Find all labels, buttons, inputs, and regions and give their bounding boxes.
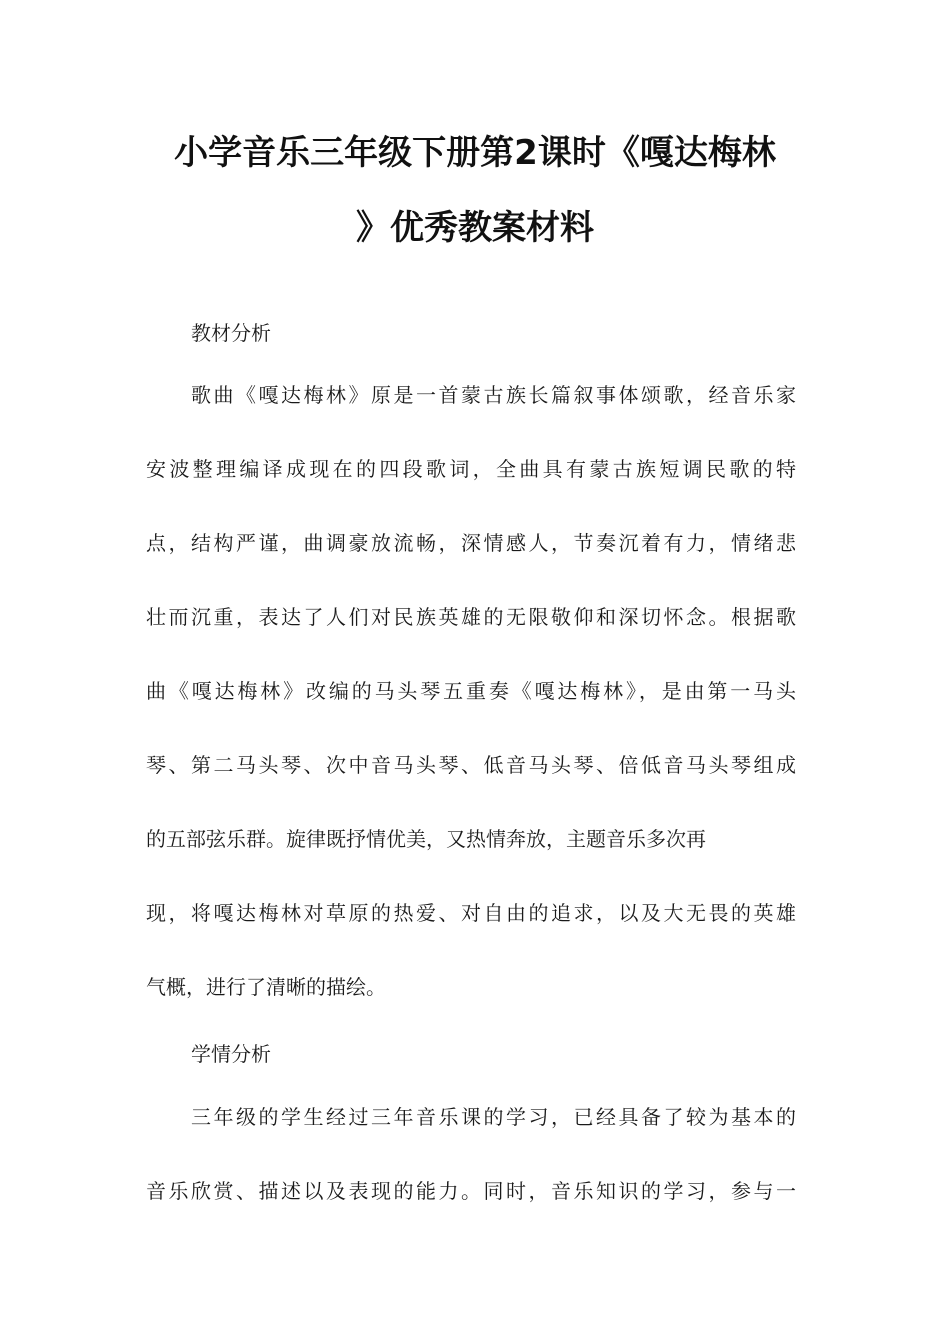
document-title-line-2: 》优秀教案材料 xyxy=(356,208,594,248)
paragraph-line: 现，将嘎达梅林对草原的热爱、对自由的追求，以及大无畏的英雄 xyxy=(146,901,796,925)
paragraph-line: 点，结构严谨，曲调豪放流畅，深情感人，节奏沉着有力，情绪悲 xyxy=(146,531,796,555)
paragraph-line: 三年级的学生经过三年音乐课的学习，已经具备了较为基本的 xyxy=(191,1105,796,1129)
paragraph-line: 音乐欣赏、描述以及表现的能力。同时，音乐知识的学习，参与一 xyxy=(146,1179,796,1203)
paragraph-line: 安波整理编译成现在的四段歌词，全曲具有蒙古族短调民歌的特 xyxy=(146,457,796,481)
paragraph-line: 的五部弦乐群。旋律既抒情优美，又热情奔放，主题音乐多次再 xyxy=(146,827,706,851)
paragraph-line: 歌曲《嘎达梅林》原是一首蒙古族长篇叙事体颂歌，经音乐家 xyxy=(191,383,796,407)
section-heading-student-analysis: 学情分析 xyxy=(191,1042,271,1066)
paragraph-student-analysis xyxy=(146,1080,796,1228)
paragraph-line: 壮而沉重，表达了人们对民族英雄的无限敬仰和深切怀念。根据歌 xyxy=(146,605,796,629)
paragraph-textbook-analysis xyxy=(146,358,796,1024)
section-heading-textbook-analysis: 教材分析 xyxy=(191,321,271,345)
document-title-line-1: 小学音乐三年级下册第2课时《嘎达梅林 xyxy=(174,133,776,173)
paragraph-line: 曲《嘎达梅林》改编的马头琴五重奏《嘎达梅林》，是由第一马头 xyxy=(146,679,796,703)
paragraph-line: 琴、第二马头琴、次中音马头琴、低音马头琴、倍低音马头琴组成 xyxy=(146,753,796,777)
paragraph-line: 气概，进行了清晰的描绘。 xyxy=(146,975,386,999)
